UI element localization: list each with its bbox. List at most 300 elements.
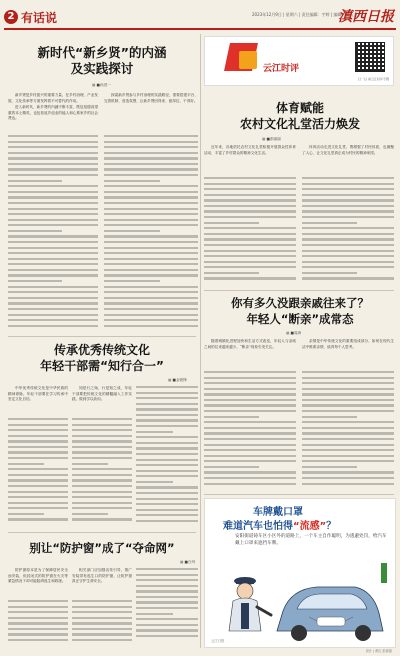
text-line (302, 449, 394, 451)
text-line (8, 628, 68, 630)
text-line (302, 266, 394, 268)
text-line (104, 258, 198, 260)
title-line: 传承优秀传统文化 (53, 343, 150, 357)
text-line (72, 468, 132, 470)
text-line (104, 269, 198, 271)
text-line (8, 141, 98, 143)
text-line (204, 183, 296, 185)
text-line (8, 202, 98, 204)
article-body (8, 386, 68, 416)
text-line (302, 183, 394, 185)
illustration-caption: 安阳街道铸车区小区外的道路上，一个车主自作聪明，为逃避处罚，给汽车戴上口罩来遮挡车牌。 (235, 534, 387, 546)
body-text-block (204, 371, 296, 491)
text-line (72, 502, 132, 504)
text-line (302, 222, 357, 224)
text-line (8, 502, 68, 504)
text-line (104, 224, 198, 226)
license-plate-mask-icon (317, 617, 345, 626)
text-line (8, 617, 68, 619)
text-line (104, 213, 198, 215)
commentary-banner (204, 36, 394, 86)
text-line (8, 280, 62, 282)
body-text-block (136, 568, 198, 646)
text-line (8, 606, 68, 608)
text-line (302, 460, 394, 462)
text-line (302, 238, 394, 240)
text-line (72, 600, 132, 602)
text-line (104, 319, 198, 321)
text-line (104, 191, 198, 193)
text-line (72, 446, 132, 448)
text-line (204, 410, 296, 412)
text-line (302, 410, 394, 412)
text-line (104, 302, 198, 304)
text-line (72, 496, 132, 498)
text-line (204, 432, 296, 434)
text-line (72, 451, 132, 453)
illustration-credit: 云江日报 (211, 639, 225, 643)
text-line (136, 447, 198, 449)
text-line (72, 418, 132, 420)
text-line (104, 286, 198, 288)
text-line (204, 466, 259, 468)
text-line (204, 216, 296, 218)
text-line (8, 180, 62, 182)
text-line (136, 392, 198, 394)
text-line (104, 252, 198, 254)
banner-caption: 扫一扫 看云江时评专题 (358, 77, 389, 81)
text-line (104, 163, 198, 165)
text-line (136, 579, 198, 581)
text-line (104, 180, 160, 182)
title-line: 年轻人“断亲”成常态 (246, 312, 354, 326)
text-line (72, 611, 132, 613)
text-line (204, 427, 296, 429)
text-line (204, 455, 296, 457)
text-line (8, 485, 68, 487)
text-line (204, 277, 296, 279)
text-line (136, 436, 198, 438)
byline: ■ ■金锐锋 (168, 378, 187, 383)
text-line (8, 479, 68, 481)
text-line (204, 382, 296, 384)
text-line (204, 460, 296, 462)
text-line (302, 227, 394, 229)
text-line (8, 622, 68, 624)
body-text-block (104, 135, 198, 333)
brand-mark-icon (239, 51, 257, 69)
paragraph: 中华优秀传统文化是中华民族的精神命脉，年轻干部要在学习传承中坚定文化自信。 (8, 386, 68, 402)
text-line (204, 205, 296, 207)
text-line (104, 168, 198, 170)
text-line (204, 404, 296, 406)
text-line (136, 470, 198, 472)
text-line (136, 475, 198, 477)
text-line (204, 438, 296, 440)
text-line (136, 419, 198, 421)
article-body (302, 339, 394, 369)
text-line (136, 481, 173, 483)
section-divider (204, 494, 394, 495)
text-line (302, 194, 394, 196)
byline: ■ ■彭丽丽 (262, 137, 281, 142)
text-line (8, 491, 68, 493)
text-line (204, 255, 296, 257)
text-line (204, 477, 296, 479)
footer-note: 设计 | 黄红 彭丽丽 (365, 649, 392, 653)
text-line (136, 514, 198, 516)
text-line (204, 210, 296, 212)
text-line (8, 611, 68, 613)
illustration-title: 车牌戴口罩 (253, 507, 303, 518)
text-line (8, 191, 98, 193)
text-line (104, 135, 198, 137)
text-line (204, 483, 296, 485)
article-body (72, 568, 132, 598)
article-body (72, 386, 132, 416)
text-line (72, 491, 132, 493)
paragraph: 近年来，各地依托农村文化礼堂积极开展群众性体育活动，丰富了乡村群众的精神文化生活。 (204, 145, 296, 155)
text-line (8, 297, 98, 299)
title-line: 及实践探讨 (70, 61, 134, 76)
text-line (136, 503, 198, 505)
text-line (8, 600, 68, 602)
text-line (302, 421, 394, 423)
text-line (136, 414, 198, 416)
text-line (136, 613, 173, 615)
text-line (204, 421, 296, 423)
paragraph: 随着城镇化进程加快和生活方式改变，年轻人与亲戚之间的往来越来越少，“断亲”现象引发关注。 (204, 339, 296, 349)
text-line (136, 509, 198, 511)
text-line (104, 141, 198, 143)
cartoon-drawing (205, 499, 396, 648)
text-line (204, 238, 296, 240)
header-rule (4, 28, 396, 30)
text-line (72, 617, 132, 619)
text-line (136, 596, 198, 598)
text-line (136, 492, 198, 494)
text-line (302, 382, 394, 384)
text-line (8, 219, 98, 221)
text-line (72, 622, 132, 624)
paragraph: 新乡贤是乡村振兴的重要力量，在乡村治理、产业发展、文化传承等方面发挥着不可替代的作用。 (8, 93, 98, 103)
text-line (8, 224, 98, 226)
body-text-block (8, 135, 98, 333)
text-line (8, 286, 98, 288)
text-line (8, 185, 98, 187)
paragraph: 相关部门应加强宣传引导，推广安装带有逃生口的防护窗，让防护窗真正守护生命安全。 (72, 568, 132, 584)
text-line (104, 185, 198, 187)
text-line (8, 235, 98, 237)
text-line (136, 464, 198, 466)
text-line (8, 291, 98, 293)
text-line (136, 635, 198, 637)
section-title: 有话说 (21, 11, 58, 25)
text-line (204, 388, 296, 390)
text-line (136, 425, 198, 427)
article-body (204, 339, 296, 369)
text-line (136, 397, 198, 399)
text-line (8, 463, 44, 465)
text-line (204, 199, 296, 201)
text-line (8, 314, 98, 316)
text-line (302, 399, 394, 401)
text-line (72, 479, 132, 481)
byline: ■ ■周涛 (286, 331, 301, 336)
body-text-block (8, 418, 68, 526)
text-line (8, 230, 62, 232)
article-title-xiangxian (8, 45, 196, 77)
text-line (104, 152, 198, 154)
text-line (8, 518, 68, 520)
text-line (104, 146, 198, 148)
text-line (204, 222, 259, 224)
text-line (136, 607, 198, 609)
text-line (72, 424, 132, 426)
subtitle-suffix: ？ (326, 521, 337, 532)
text-line (302, 233, 394, 235)
text-line (302, 393, 394, 395)
text-line (204, 250, 296, 252)
article-title-culture (204, 100, 396, 132)
article-body (104, 93, 198, 133)
text-line (136, 520, 198, 522)
byline: ■ ■孙进一 (92, 83, 111, 88)
text-line (204, 244, 296, 246)
text-line (204, 194, 296, 196)
car-icon (277, 587, 383, 641)
text-line (136, 442, 198, 444)
issue-meta: 2023年12月9日 | 星期六 | 责任编辑：宇婷 | 编辑：黄天龙 (252, 12, 358, 17)
text-line (8, 258, 98, 260)
text-line (302, 371, 394, 373)
plant-icon (381, 563, 387, 583)
article-title-tradition (8, 342, 196, 374)
body-text-block (72, 418, 132, 526)
article-body (302, 145, 394, 175)
text-line (8, 633, 68, 635)
text-line (204, 416, 259, 418)
subtitle-highlight: “流感” (293, 521, 327, 532)
text-line (8, 241, 98, 243)
text-line (8, 325, 98, 327)
text-line (302, 432, 394, 434)
text-line (104, 202, 198, 204)
page-header (0, 0, 400, 30)
text-line (8, 446, 68, 448)
text-line (302, 177, 394, 179)
text-line (302, 444, 394, 446)
text-line (8, 135, 98, 137)
paragraph: 进入新时代，新乡贤的内涵不断丰富，既包括德高望重的本土精英，也包括返乡创业的能人和心系家乡的社会贤达。 (8, 104, 98, 121)
text-line (302, 205, 394, 207)
text-line (104, 308, 198, 310)
paragraph: 亲情是中华传统文化的重要组成部分，如何在现代生活中维系亲情，值得每个人思考。 (302, 339, 394, 349)
text-line (104, 230, 160, 232)
cartoon-illustration (204, 498, 396, 648)
text-line (72, 485, 132, 487)
text-line (136, 498, 198, 500)
text-line (72, 507, 132, 509)
text-line (136, 459, 198, 461)
text-line (8, 507, 68, 509)
text-line (204, 444, 296, 446)
text-line (8, 157, 98, 159)
body-text-block (302, 371, 394, 491)
text-line (204, 371, 296, 373)
text-line (72, 639, 132, 641)
text-line (72, 435, 132, 437)
text-line (8, 263, 98, 265)
text-line (72, 429, 132, 431)
article-body (204, 145, 296, 175)
text-line (136, 590, 198, 592)
text-line (8, 252, 98, 254)
qr-code-icon (355, 42, 385, 72)
newspaper-logo: 滇西日报 (338, 9, 394, 25)
text-line (136, 403, 198, 405)
text-line (104, 196, 198, 198)
text-line (72, 513, 108, 515)
text-line (136, 431, 173, 433)
text-line (302, 250, 394, 252)
subtitle-prefix: 难道汽车也怕得 (223, 521, 293, 532)
text-line (104, 274, 198, 276)
article-body (8, 568, 68, 598)
text-line (136, 574, 198, 576)
text-line (72, 628, 132, 630)
text-line (8, 274, 98, 276)
text-line (204, 449, 296, 451)
text-line (302, 261, 394, 263)
text-line (8, 196, 98, 198)
text-line (8, 474, 68, 476)
text-line (8, 429, 68, 431)
text-line (104, 280, 160, 282)
title-line: 你有多久没跟亲戚往来了？ (231, 296, 369, 310)
text-line (302, 377, 394, 379)
text-line (72, 633, 132, 635)
text-line (204, 377, 296, 379)
text-line (302, 277, 394, 279)
text-line (136, 386, 198, 388)
text-line (136, 568, 198, 570)
text-line (136, 624, 198, 626)
text-line (204, 272, 259, 274)
text-line (72, 518, 132, 520)
text-line (8, 319, 98, 321)
text-line (72, 474, 132, 476)
text-line (136, 486, 198, 488)
text-line (8, 302, 98, 304)
text-line (8, 308, 98, 310)
text-line (204, 261, 296, 263)
text-line (8, 146, 98, 148)
text-line (302, 438, 394, 440)
text-line (104, 174, 198, 176)
text-line (136, 618, 198, 620)
text-line (136, 453, 198, 455)
article-body (8, 93, 98, 133)
text-line (104, 314, 198, 316)
paragraph: 体育活动走进文化礼堂，既增强了村民体质，也凝聚了人心，让文化礼堂真正成为村民的精神家园。 (302, 145, 394, 155)
text-line (72, 463, 108, 465)
text-line (204, 393, 296, 395)
text-line (104, 263, 198, 265)
text-line (302, 255, 394, 257)
text-line (8, 418, 68, 420)
section-divider (8, 532, 196, 533)
text-line (8, 168, 98, 170)
text-line (8, 639, 68, 641)
text-line (104, 208, 198, 210)
text-line (8, 163, 98, 165)
text-line (104, 297, 198, 299)
text-line (204, 177, 296, 179)
text-line (8, 457, 68, 459)
text-line (204, 188, 296, 190)
text-line (104, 241, 198, 243)
text-line (302, 483, 394, 485)
title-line: 农村文化礼堂活力焕发 (239, 117, 360, 131)
text-line (302, 404, 394, 406)
text-line (8, 208, 98, 210)
body-text-block (204, 177, 296, 285)
text-line (8, 513, 44, 515)
byline: ■ ■白玛 (180, 560, 195, 565)
text-line (204, 233, 296, 235)
text-line (72, 457, 132, 459)
section-divider (8, 336, 196, 337)
text-line (8, 174, 98, 176)
text-line (8, 496, 68, 498)
text-line (204, 471, 296, 473)
paragraph: 防护窗原本是为了保障居民安全而安装，但封闭式的防护窗在火灾等紧急情况下却可能阻碍逃生和救援。 (8, 568, 68, 584)
body-text-block (302, 177, 394, 285)
text-line (104, 247, 198, 249)
body-text-block (72, 600, 132, 646)
text-line (302, 471, 394, 473)
text-line (302, 455, 394, 457)
text-line (302, 244, 394, 246)
text-line (302, 388, 394, 390)
title-line: 别让“防护窗”成了“夺命网” (29, 541, 175, 555)
section-number-badge: 2 (4, 10, 18, 24)
paragraph: 知是行之始，行是知之成，年轻干部要把传统文化的精髓融入工作实践，做到学以致用。 (72, 386, 132, 402)
text-line (8, 247, 98, 249)
text-line (8, 468, 68, 470)
text-line (104, 157, 198, 159)
section-divider (204, 290, 394, 291)
body-text-block (8, 600, 68, 646)
text-line (302, 466, 357, 468)
text-line (72, 440, 132, 442)
article-title-window (8, 540, 196, 556)
text-line (302, 416, 357, 418)
text-line (302, 199, 394, 201)
text-line (302, 477, 394, 479)
text-line (204, 266, 296, 268)
text-line (8, 152, 98, 154)
text-line (204, 227, 296, 229)
text-line (72, 606, 132, 608)
title-line: 年轻干部需“知行合一” (40, 359, 164, 373)
police-officer-icon (229, 577, 271, 631)
text-line (136, 629, 198, 631)
column-divider (200, 34, 201, 648)
title-line: 体育赋能 (275, 101, 324, 115)
text-line (136, 585, 198, 587)
